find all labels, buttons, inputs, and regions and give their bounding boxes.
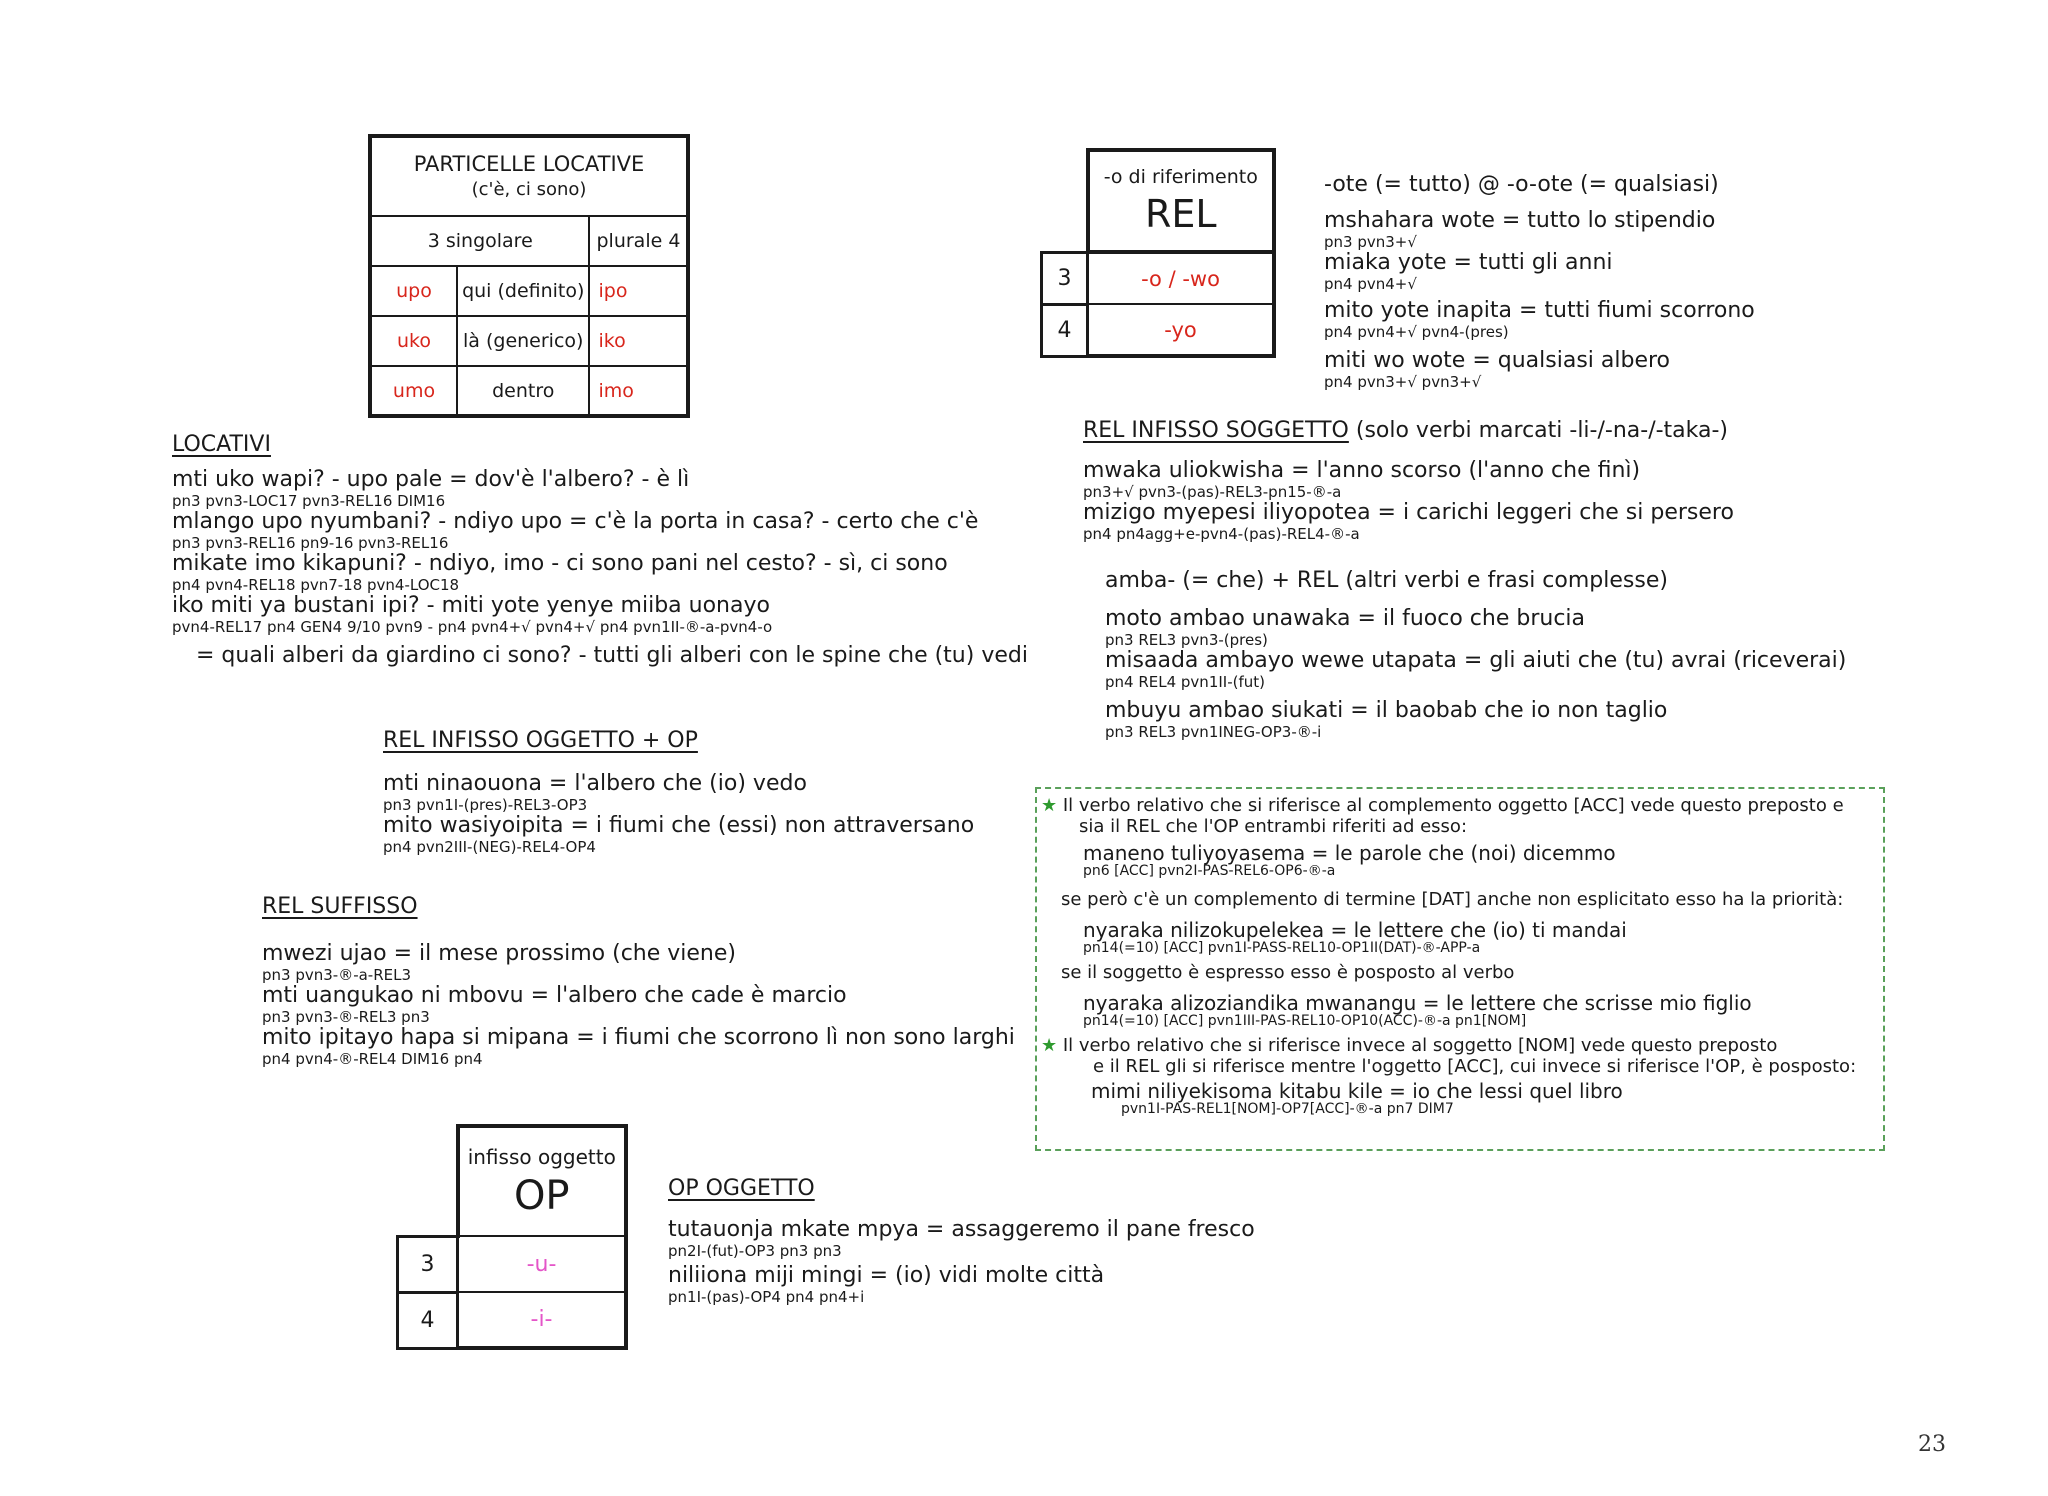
star-icon: ★ [1041,1035,1058,1056]
rel-soggetto-heading-row [1083,418,1734,444]
locative-meaning-1: là (generico) [457,316,589,366]
rel-oggetto-line: mito wasiyoipita = i fiumi che (essi) non attraversano [383,813,975,838]
op-oggetto-line: tutauonja mkate mpya = assaggeremo il pane fresco [668,1217,1255,1242]
note-p1b: sia il REL che l'OP entrambi riferiti ad esso: [1079,816,1468,837]
op-oggetto-gloss: pn2I-(fut)-OP3 pn3 pn3 [668,1242,842,1260]
ote-gloss: pn3 pvn3+√ [1324,233,1417,251]
ote-gloss: pn4 pvn4+√ [1324,275,1417,293]
rel-suffisso-section [262,894,1015,1067]
note-ex4-gloss: pvn1I-PAS-REL1[NOM]-OP7[ACC]-®-a pn7 DIM7 [1121,1101,1454,1117]
ote-section [1324,172,1755,390]
op-table-big: OP [513,1172,570,1219]
rel-soggetto-heading: REL INFISSO SOGGETTO [1083,418,1349,443]
rel-table-corner [1042,150,1088,252]
note-p1: Il verbo relativo che si riferisce al complemento oggetto [ACC] vede questo preposto e [1062,795,1844,816]
rel-table-num-4: 4 [1042,304,1088,356]
rel-suffisso-gloss: pn4 pvn4-®-REL4 DIM16 pn4 [262,1050,483,1068]
locativi-translation: = quali alberi da giardino ci sono? - tutti gli alberi con le spine che (tu) vedi [196,643,1028,668]
locative-meaning-0: qui (definito) [457,266,589,316]
note-ex4: mimi niliyekisoma kitabu kile = io che lessi quel libro [1091,1079,1623,1103]
note-p4-row [1041,1035,1877,1056]
note-ex1-gloss: pn6 [ACC] pvn2I-PAS-REL6-OP6-®-a [1083,863,1336,879]
op-table-num-3: 3 [398,1236,458,1292]
rel-soggetto-line: mwaka uliokwisha = l'anno scorso (l'anno che finì) [1083,458,1641,483]
locative-table-title: PARTICELLE LOCATIVE [413,151,645,176]
locativi-gloss: pn4 pvn4-REL18 pvn7-18 pvn4-LOC18 [172,576,460,594]
op-table-title: infisso oggetto [467,1144,616,1169]
ote-gloss: pn4 pvn3+√ pvn3+√ [1324,373,1482,391]
rel-infisso-oggetto-heading: REL INFISSO OGGETTO + OP [383,728,698,753]
relative-verb-note-box [1035,787,1885,1151]
rel-table-title: -o di riferimento [1103,166,1258,188]
note-p2: se però c'è un complemento di termine [DAT] anche non esplicitato esso ha la priorità: [1061,889,1844,910]
rel-suffisso-gloss: pn3 pvn3-®-a-REL3 [262,966,412,984]
rel-table-header [1088,150,1275,252]
op-table-val-3: -u- [458,1236,627,1292]
rel-oggetto-gloss: pn3 pvn1I-(pres)-REL3-OP3 [383,796,588,814]
rel-table-val-4: -yo [1088,304,1275,356]
rel-suffisso-line: mti uangukao ni mbovu = l'albero che cade è marcio [262,983,847,1008]
locativi-gloss: pn3 pvn3-REL16 pn9-16 pvn3-REL16 [172,534,449,552]
ote-gloss: pn4 pvn4+√ pvn4-(pres) [1324,323,1509,341]
rel-suffisso-gloss: pn3 pvn3-®-REL3 pn3 [262,1008,430,1026]
amba-line: moto ambao unawaka = il fuoco che brucia [1105,606,1586,631]
rel-soggetto-gloss: pn3+√ pvn3-(pas)-REL3-pn15-®-a [1083,483,1342,501]
ote-heading: -ote (= tutto) @ -o-ote (= qualsiasi) [1324,172,1719,197]
op-table-corner [398,1126,458,1236]
rel-oggetto-gloss: pn4 pvn2III-(NEG)-REL4-OP4 [383,838,596,856]
ote-line: miaka yote = tutti gli anni [1324,250,1613,275]
ote-line: mshahara wote = tutto lo stipendio [1324,208,1716,233]
rel-table-num-3: 3 [1042,252,1088,304]
amba-gloss: pn3 REL3 pvn3-(pres) [1105,631,1268,649]
locativi-line: mlango upo nyumbani? - ndiyo upo = c'è la porta in casa? - certo che c'è [172,509,979,534]
note-ex2-gloss: pn14(=10) [ACC] pvn1I-PASS-REL10-OP1II(DAT)-®-APP-a [1083,940,1481,956]
rel-oggetto-line: mti ninaouona = l'albero che (io) vedo [383,771,807,796]
star-icon: ★ [1041,795,1058,816]
locative-table-subtitle: (c'è, ci sono) [471,178,587,200]
ote-line: miti wo wote = qualsiasi albero [1324,348,1670,373]
amba-gloss: pn4 REL4 pvn1II-(fut) [1105,673,1265,691]
locative-col-singular: 3 singolare [370,216,589,266]
op-table-val-4: -i- [458,1292,627,1348]
locative-plur-1: iko [589,316,688,366]
locativi-line: mti uko wapi? - upo pale = dov'è l'albero? - è lì [172,467,690,492]
locative-plur-0: ipo [589,266,688,316]
rel-suffisso-line: mwezi ujao = il mese prossimo (che viene) [262,941,736,966]
op-oggetto-heading: OP OGGETTO [668,1176,815,1201]
locative-plur-2: imo [589,366,688,416]
note-ex3-gloss: pn14(=10) [ACC] pvn1III-PAS-REL10-OP10(ACC)-®-a pn1[NOM] [1083,1013,1527,1029]
locativi-section [172,432,1028,669]
locativi-gloss: pvn4-REL17 pn4 GEN4 9/10 pvn9 - pn4 pvn4+√ pvn4+√ pn4 pvn1II-®-a-pvn4-o [172,618,773,636]
rel-soggetto-note: (solo verbi marcati -li-/-na-/-taka-) [1355,418,1729,443]
amba-line: mbuyu ambao siukati = il baobab che io non taglio [1105,698,1668,723]
op-infix-table [396,1124,628,1350]
amba-section [1105,568,1846,740]
locativi-line: iko miti ya bustani ipi? - miti yote yenye miiba uonayo [172,593,770,618]
locative-sing-0: upo [370,266,457,316]
locative-sing-2: umo [370,366,457,416]
rel-infisso-soggetto-section [1083,418,1734,542]
rel-infisso-oggetto-section [383,728,974,855]
locative-sing-1: uko [370,316,457,366]
op-oggetto-section [668,1176,1255,1305]
locative-meaning-2: dentro [457,366,589,416]
note-ex3: nyaraka alizoziandika mwanangu = le lettere che scrisse mio figlio [1083,991,1752,1015]
note-ex2: nyaraka nilizokupelekea = le lettere che (io) ti mandai [1083,918,1627,942]
op-table-num-4: 4 [398,1292,458,1348]
locative-particles-table [368,134,690,418]
note-ex1: maneno tuliyoyasema = le parole che (noi) dicemmo [1083,841,1616,865]
note-p4: Il verbo relativo che si riferisce invece al soggetto [NOM] vede questo preposto [1062,1035,1778,1056]
locative-table-header [370,136,688,216]
rel-soggetto-line: mizigo myepesi iliyopotea = i carichi leggeri che si persero [1083,500,1734,525]
rel-suffisso-heading: REL SUFFISSO [262,894,418,919]
op-oggetto-line: niliiona miji mingi = (io) vidi molte città [668,1263,1105,1288]
rel-table-val-3: -o / -wo [1088,252,1275,304]
locativi-gloss: pn3 pvn3-LOC17 pvn3-REL16 DIM16 [172,492,446,510]
locativi-line: mikate imo kikapuni? - ndiyo, imo - ci sono pani nel cesto? - sì, ci sono [172,551,948,576]
page-number: 23 [1918,1432,1946,1457]
rel-reference-table [1040,148,1276,358]
rel-suffisso-line: mito ipitayo hapa si mipana = i fiumi che scorrono lì non sono larghi [262,1025,1015,1050]
amba-gloss: pn3 REL3 pvn1INEG-OP3-®-i [1105,723,1322,741]
amba-line: misaada ambayo wewe utapata = gli aiuti che (tu) avrai (riceverai) [1105,648,1847,673]
rel-table-big: REL [1144,192,1217,236]
locative-col-plural: plurale 4 [589,216,688,266]
ote-line: mito yote inapita = tutti fiumi scorrono [1324,298,1755,323]
note-p3: se il soggetto è espresso esso è posposto al verbo [1061,962,1515,983]
rel-soggetto-gloss: pn4 pn4agg+e-pvn4-(pas)-REL4-®-a [1083,525,1360,543]
locativi-heading: LOCATIVI [172,432,271,457]
op-oggetto-gloss: pn1I-(pas)-OP4 pn4 pn4+i [668,1288,865,1306]
note-p4b: e il REL gli si riferisce mentre l'oggetto [ACC], cui invece si riferisce l'OP, è posposto: [1093,1056,1857,1077]
amba-heading: amba- (= che) + REL (altri verbi e frasi complesse) [1105,568,1668,593]
op-table-header [458,1126,627,1236]
note-p1-row [1041,795,1877,816]
